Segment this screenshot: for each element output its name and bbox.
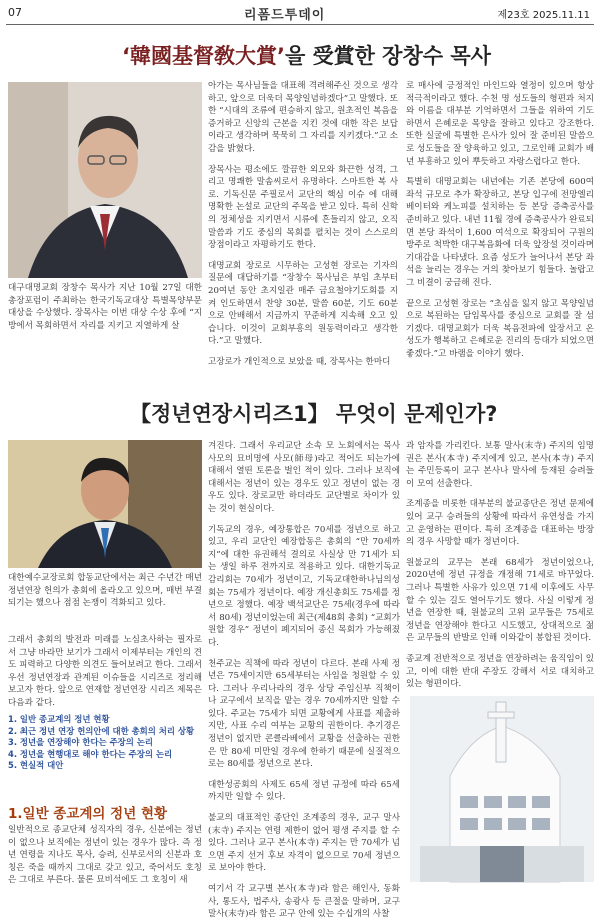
article1-headline	[122, 40, 491, 70]
series-toc	[8, 714, 206, 772]
newspaper-name: 리폼드투데이	[244, 8, 326, 23]
paragraph: 로 매사에 긍정적인 마인드와 열정이 있으며 항상 적극적이라고 했다. 수천 명 성도들의 형편과 처지와 이름을 대부분 기억하면서 그들을 위하여 기도하면서 은혜로운 목양을 잘하고 있다고 강조한다. 또한 실굴에 특별한 은사가 있어 잘 준비된 말씀으로 성도들을 잘 양육하고 있고, 그로인해 교회가 배년 부흥하고 있어 뿌듯하고 자랑스럽다고 한다.	[406, 81, 594, 167]
paragraph: 고장로가 개인적으로 보았을 때, 장목사는 한마디	[208, 356, 391, 367]
headline-rest: 을 受賞한 장창수 목사	[284, 44, 491, 68]
toc-item: 2. 최근 정년 연장 헌의안에 대한 총회의 처리 상황	[8, 725, 195, 736]
article1-caption: 대구대명교회 장창수 목사가 지난 10월 27일 대한총장포럼이 주최하는 한국기독교대상 특별목양부문 대상을 수상했다. 장목사는 이번 대상 수상 후에 “지방에서 목회하면서 자리를 지키고 지열하게 살	[8, 283, 202, 331]
paragraph: 대명교회 장로로 시무하는 고성현 장로는 기자의 질문에 대답하기를 “장창수 목사님은 부임 초부터 20여년 동안 초지일관 매주 금요철야기도회를 지켜 인도하면서 찬양 30분, 말씀 60분, 기도 60분으로 안배해서 지금까지 꾸준하게 지속해 오고 있습니다. 이것이 교회부흥의 원동력이라고 생각한다.”고 말했다.	[208, 260, 398, 347]
article1-column2	[208, 80, 398, 380]
paragraph: 특별히 대명교회는 내년에는 기존 본당에 600여 좌석 규모로 추가 확장하고, 본당 입구에 전망엘리베이터와 케노피를 설치하는 등 본당 증축공사를 준비하고 있다. 내년 11월 경에 증축공사가 완료되면 본당 좌석이 1,600 여석으로 확장되어 구원의 방주로 척박한 대구복음화에 더욱 앞장설 것이라며 기대감을 나타냈다. 요즘 성도가 늘어나서 본당 좌석을 늘리는 경우는 거의 찾아보기 힘들다. 놀랍고 그 비결이 궁금해 진다.	[406, 177, 594, 288]
paragraph: 종교계 전반적으로 정년을 연장하려는 움직임이 있고, 이에 대한 반대 주장도 강해서 서로 대치하고 있는 형편이다.	[406, 653, 594, 690]
toc-item: 5. 현실적 대안	[8, 760, 64, 770]
paragraph: 기독교의 경우, 예장통합은 70세를 정년으로 하고 있고, 우리 교단인 예장합동은 총회의 “만 70세까지”에 대한 유권해석 결의로 사실상 만 71세가 되는 생일 하루 전까지로 적용하고 있다. 대한기독교감리회는 70세가 정년이고, 기독교대한하나님의성회는 75세가 정년이다. 예장 개신총회도 75세를 정년으로 정했다. 예장 백석교단은 75세(경우에 따라서 80세) 정년이었는데 최근(제48회 총회) “교회가 원할 경우” 정년이 폐지되어 종신 목회가 가능해졌다.	[208, 524, 400, 648]
paragraph: 그래서 총회의 발전과 미래를 노심초사하는 필자로서 그냥 바라만 보기가 그래서 이제부터는 개인의 견도 피력하고 다양한 의견도 들어보려고 한다. 그래서 우선 정년연장과 관계된 이슈들을 시리즈로 정리해 보고자 한다. 앞으로 연재할 정년연장 시리즈 제목은 다음과 같다.	[8, 635, 202, 708]
paragraph: 겨진다. 그래서 우리교단 소속 모 노회에서는 목사 사모의 묘비명에 사모(師母)라고 적어도 되는가에 대해서 열띤 토론을 벌인 적이 있다. 그러나 보직에 대해서는 정년이 있는 경우도 있고 정년이 없는 경우도 있다. 장로교만 하더라도 교단별로 차이가 있는 것이 현실이다.	[208, 441, 400, 514]
page-number: 07	[8, 6, 22, 19]
church-building-icon	[410, 696, 594, 882]
article2-column3	[406, 440, 594, 692]
article2-column1-tail	[8, 824, 202, 884]
article2-intro	[8, 634, 202, 710]
paragraph: 천주교는 직책에 따라 정년이 다르다. 본래 사제 정년은 75세이지만 65세부터는 사임을 청원할 수 있다. 그러나 우리나라의 경우 상당 주임신부 직책이나 교구에서 보직을 맡는 경우 70세까지만 일할 수 있다. 주교는 75세가 되면 교황에게 사표를 제출하지만, 사표 수리 여부는 교황의 권한이다. 추기경은 정년이 없지만 콘클라베에서 교황을 선출하는 권한은 만 80세 미만일 경우에 한하기 때문에 실질적으로는 80세를 정년으로 본다.	[208, 658, 400, 770]
article1-column3	[406, 80, 594, 380]
article2-caption: 대한예수교장로회 합동교단에서는 최근 수년간 매년 정년연장 헌의가 총회에 올라오고 있으며, 매번 부결되기는 했으나 점점 논쟁이 격화되고 있다.	[8, 573, 202, 609]
paragraph: 대한성공회의 사제도 65세 정년 규정에 따라 65세까지만 일할 수 있다.	[208, 779, 400, 803]
toc-item: 4. 정년을 현행대로 해야 한다는 주장의 논리	[8, 748, 173, 759]
toc-item: 1. 일반 종교계의 정년 현황	[8, 714, 110, 724]
pastor-photo	[8, 82, 202, 278]
paragraph: 원불교의 교무는 본래 68세가 정년이었으나, 2020년에 정년 규정을 개정해 71세로 바꾸었다. 그러나 특별한 사유가 있으면 71세 이후에도 사무할 수 있는 길도 열어두기도 했다. 사실 이렇게 정년을 연장한 때, 원불교의 고위 교무들은 75세로 정년을 연장해야 한다고 시도했고, 상대적으로 젊은 교무들의 반발로 인해 이와같이 봉합된 것이다.	[406, 557, 594, 644]
header-divider	[6, 24, 594, 25]
section-heading: 1.일반 종교계의 정년 현황	[8, 806, 168, 822]
paragraph: 여기서 각 교구별 본사(本寺)라 함은 해인사, 동화사, 통도사, 법주사, 송광사 등 큰절을 말하며, 교구 말사(末寺)라 함은 교구 안에 있는 수십개의 사찰	[208, 884, 400, 920]
paragraph: 끝으로 고성현 장로는 “초심을 잃지 않고 목양일념으로 복된하는 담임목사를 중심으로 교회를 잘 섬기겠다. 대명교회가 더욱 복음전파에 앞장서고 온 성도가 행복하고 은혜로운 진리의 등대가 되었으면 좋겠다.”고 바램을 이야기 했다.	[406, 298, 594, 359]
person-portrait-icon	[8, 440, 202, 568]
headline-award-name: ‘韓國基督敎大賞’	[122, 44, 285, 68]
paragraph: 일반적으로 종교단체 성직자의 경우, 신분에는 정년이 없으나 보직에는 정년이 있는 경우가 많다. 즉 정년 연령을 지나도 목사, 승려, 신부로서의 신분과 호칭은 죽을 때까지 그대로 갖고 있고, 죽어서도 호칭은 그대로 부른다. 물론 묘비석에도 그 호칭이 새	[8, 825, 202, 886]
paragraph: 아가는 목사님들을 대표해 격려해주신 것으로 생각하고, 앞으로 더욱더 목양일념하겠다”고 말했다. 또한 “시대의 조류에 편승하지 않고, 원초적인 복음을 증거하고 신앙의 근본을 지킨 것에 대한 작은 보답이라고 생각하며 묵묵히 그 자리를 지키겠다.”고 소감을 밝혔다.	[208, 81, 398, 154]
paragraph: 조계종을 비롯한 대부분의 불교종단은 정년 문제에 있어 교구 승려들의 상황에 따라서 유연성을 가지고 운영하는 편이다. 특히 조계종을 대표하는 방장의 경우 사망할 때가 정년이다.	[406, 499, 594, 548]
article2-headline: 【정년연장시리즈1】 무엇이 문제인가?	[130, 402, 498, 426]
toc-item: 3. 정년을 연장해야 한다는 주장의 논리	[8, 737, 153, 747]
article2-column2	[208, 440, 400, 920]
paragraph: 장목사는 평소에도 깔끔한 외모와 화끈한 성격, 그리고 명쾌한 말솜씨로서 유명하다. 스마트한 복 사로. 기독신문 주필로서 교단의 핵심 이슈 에 대해 명확한 논설로 교단의 주목을 받고 있다. 특히 신학의 정체성을 지키면서 시류에 흔들리지 않고, 오직 말씀과 기도 중심의 목회를 펼치는 것이 스스로의 장점이라고 자평하기도 한다.	[208, 164, 398, 251]
church-building-image	[410, 696, 594, 882]
person-portrait-icon	[8, 82, 202, 278]
page-header	[0, 0, 600, 26]
issue-info: 제23호 2025.11.11	[497, 10, 590, 21]
paragraph: 과 암자를 가리킨다. 보통 말사(末寺) 주지의 임명권은 본사(本寺) 주지에게 있고, 본사(本寺) 주지는 주민등록이 교구 본사나 말사에 등재된 승려들이 모여 선출한다.	[406, 441, 594, 489]
paragraph: 불교의 대표적인 종단인 조계종의 경우, 교구 말사(末寺) 주지는 연령 제한이 없어 평생 주지를 할 수 있다. 그러나 교구 본사(本寺) 주지는 만 70세가 넘으면 주지 선거 후보 자격이 없으므로 70세 정년으로 보아야 한다.	[208, 813, 400, 874]
author-photo	[8, 440, 202, 568]
